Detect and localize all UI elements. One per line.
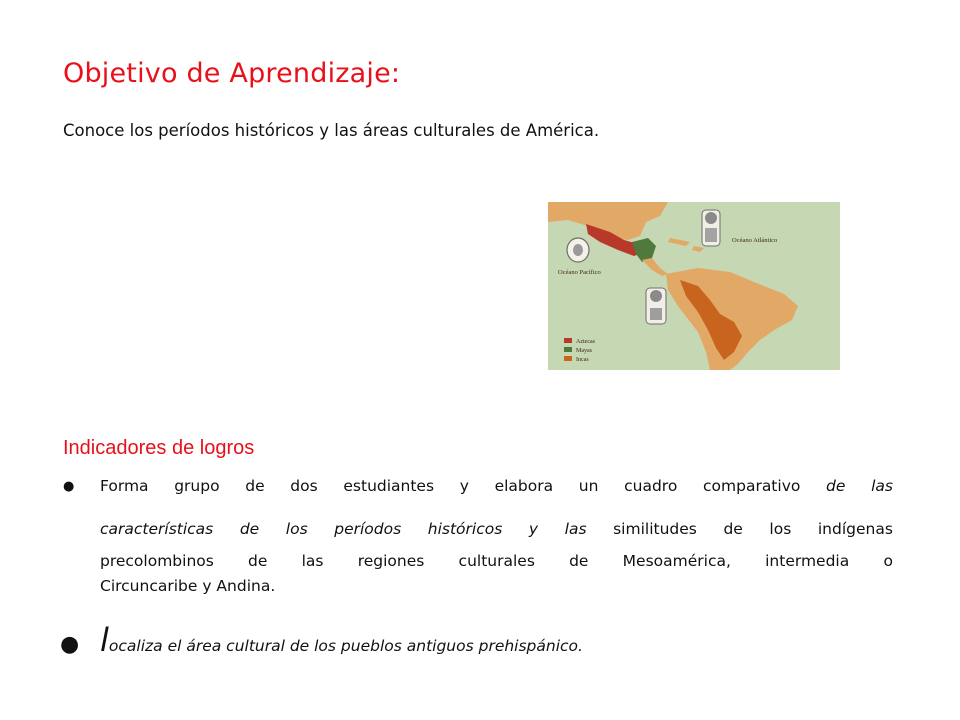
pacific-ocean-label: Océano Pacífico bbox=[558, 269, 601, 276]
learning-objective: Conoce los períodos históricos y las áreas culturales de América. bbox=[63, 121, 600, 140]
word: de bbox=[569, 552, 589, 570]
indicator-item-2 bbox=[60, 621, 583, 659]
word: dos bbox=[290, 477, 318, 495]
word-italic: los bbox=[285, 520, 308, 538]
indicator-2-first-letter: l bbox=[100, 621, 109, 659]
word-italic: características bbox=[100, 520, 214, 538]
legend-swatch-aztecas bbox=[564, 338, 572, 343]
atlantic-ocean-label: Océano Atlántico bbox=[732, 237, 778, 244]
word: comparativo bbox=[703, 477, 801, 495]
word: intermedia bbox=[765, 552, 850, 570]
word: regiones bbox=[357, 552, 425, 570]
word: precolombinos bbox=[100, 552, 214, 570]
legend-label-aztecas: Aztecas bbox=[576, 339, 595, 345]
indicator-1-line-4 bbox=[100, 576, 893, 597]
maya-figure-icon bbox=[702, 210, 720, 246]
word: y bbox=[459, 477, 469, 495]
indicator-item-1 bbox=[63, 476, 893, 597]
word: similitudes bbox=[613, 520, 697, 538]
word: de bbox=[245, 477, 265, 495]
indicators-heading: Indicadores de logros bbox=[63, 437, 255, 459]
word: un bbox=[578, 477, 599, 495]
word-italic: de bbox=[826, 477, 846, 495]
bullet-icon: ● bbox=[63, 479, 75, 494]
word: de bbox=[723, 520, 743, 538]
word-italic: históricos bbox=[427, 520, 503, 538]
word: los bbox=[769, 520, 792, 538]
word: o bbox=[883, 552, 893, 570]
indicator-2-text: ocaliza el área cultural de los pueblos antiguos prehispánico. bbox=[108, 637, 583, 655]
line-text: Circuncaribe y Andina. bbox=[100, 577, 276, 595]
word: las bbox=[301, 552, 324, 570]
word: de bbox=[248, 552, 268, 570]
word: cuadro bbox=[624, 477, 678, 495]
legend-label-incas: Incas bbox=[576, 357, 589, 363]
word: Mesoamérica, bbox=[622, 552, 731, 570]
word-italic: las bbox=[564, 520, 587, 538]
word: culturales bbox=[458, 552, 535, 570]
indicator-1-line-2 bbox=[100, 519, 893, 540]
word-italic: y bbox=[528, 520, 539, 538]
word: elabora bbox=[494, 477, 554, 495]
slide-title: Objetivo de Aprendizaje: bbox=[63, 58, 401, 89]
word-italic: períodos bbox=[334, 520, 402, 538]
legend-swatch-incas bbox=[564, 356, 572, 361]
word-italic: de bbox=[239, 520, 260, 538]
word: estudiantes bbox=[343, 477, 435, 495]
americas-map-image bbox=[548, 202, 840, 370]
aztec-figure-icon bbox=[567, 238, 589, 262]
word: grupo bbox=[174, 477, 220, 495]
word-italic: las bbox=[871, 477, 893, 495]
bullet-icon: ● bbox=[60, 632, 80, 657]
word: Forma bbox=[100, 477, 149, 495]
legend-label-mayas: Mayas bbox=[576, 348, 592, 354]
inca-figure-icon bbox=[646, 288, 666, 324]
legend-swatch-mayas bbox=[564, 347, 572, 352]
indicator-1-line-3 bbox=[100, 551, 893, 572]
indicator-1-line-1 bbox=[100, 476, 893, 497]
word: indígenas bbox=[817, 520, 893, 538]
